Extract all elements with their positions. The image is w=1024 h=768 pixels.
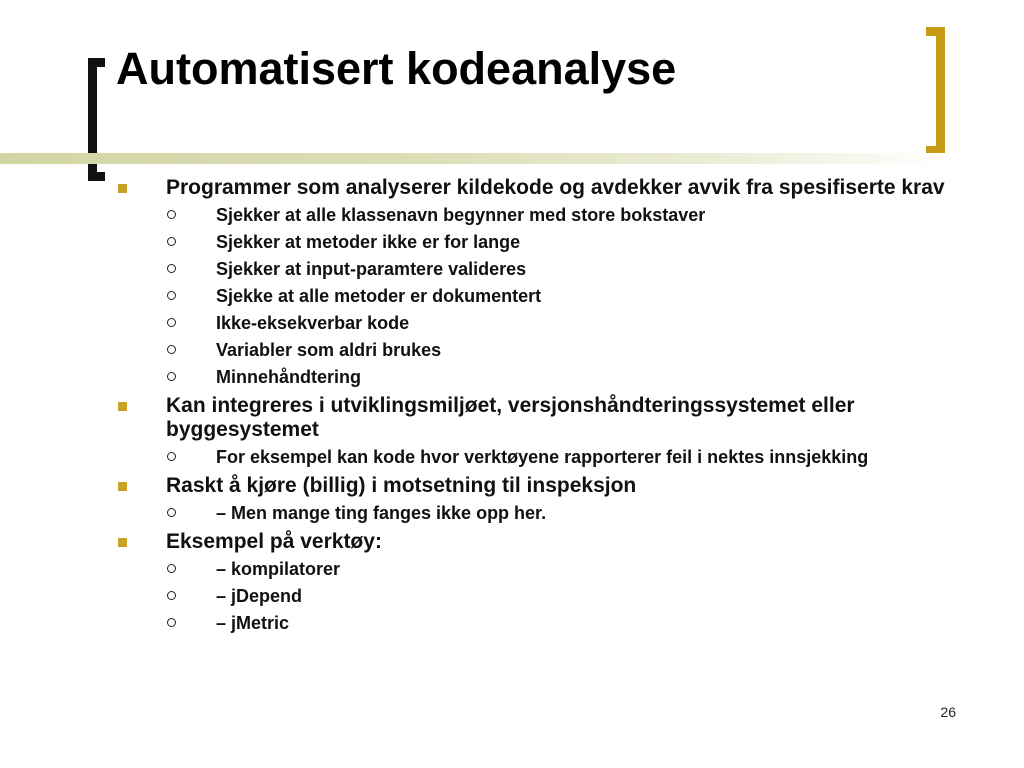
circle-bullet-icon	[167, 508, 176, 517]
sub-bullet-text: Sjekker at alle klassenavn begynner med store bokstaver	[216, 205, 706, 225]
circle-bullet-icon	[167, 291, 176, 300]
sub-bullet-item	[116, 586, 956, 607]
square-bullet-icon	[118, 538, 127, 547]
sub-bullet-text: Variabler som aldri brukes	[216, 340, 442, 360]
sub-bullet-item	[116, 259, 956, 280]
square-bullet-icon	[118, 482, 127, 491]
bullet-text: Kan integreres i utviklingsmiljøet, versjonshåndteringssystemet eller byggesystemet	[166, 394, 855, 441]
bullet-item	[116, 474, 956, 498]
sub-bullet-text: – Men mange ting fanges ikke opp her.	[216, 503, 547, 523]
sub-bullet-item	[116, 286, 956, 307]
circle-bullet-icon	[167, 264, 176, 273]
sub-bullet-text: Minnehåndtering	[216, 367, 361, 387]
circle-bullet-icon	[167, 618, 176, 627]
sub-bullet-text: – jDepend	[216, 586, 303, 606]
bullet-item	[116, 530, 956, 554]
sub-bullet-item	[116, 613, 956, 634]
bullet-list	[116, 176, 956, 640]
bullet-text: Eksempel på verktøy:	[166, 530, 382, 553]
sub-bullet-item	[116, 232, 956, 253]
circle-bullet-icon	[167, 210, 176, 219]
sub-bullet-text: Sjekke at alle metoder er dokumentert	[216, 286, 542, 306]
circle-bullet-icon	[167, 318, 176, 327]
sub-bullet-text: Sjekker at input-paramtere valideres	[216, 259, 527, 279]
sub-bullet-item	[116, 313, 956, 334]
circle-bullet-icon	[167, 345, 176, 354]
square-bullet-icon	[118, 184, 127, 193]
sub-bullet-item	[116, 340, 956, 361]
page-number: 26	[940, 704, 956, 720]
bullet-item	[116, 176, 956, 200]
sub-bullet-item	[116, 447, 956, 468]
slide-title: Automatisert kodeanalyse	[116, 43, 677, 94]
sub-bullet-item	[116, 559, 956, 580]
circle-bullet-icon	[167, 237, 176, 246]
sub-bullet-text: – kompilatorer	[216, 559, 341, 579]
square-bullet-icon	[118, 402, 127, 411]
sub-bullet-text: For eksempel kan kode hvor verktøyene rapporterer feil i nektes innsjekking	[216, 447, 869, 467]
circle-bullet-icon	[167, 452, 176, 461]
circle-bullet-icon	[167, 591, 176, 600]
sub-bullet-text: – jMetric	[216, 613, 290, 633]
bullet-item	[116, 394, 956, 442]
sub-bullet-item	[116, 367, 956, 388]
circle-bullet-icon	[167, 372, 176, 381]
right-bracket-decoration	[926, 27, 945, 155]
sub-bullet-text: Ikke-eksekverbar kode	[216, 313, 410, 333]
sub-bullet-item	[116, 205, 956, 226]
bullet-text: Raskt å kjøre (billig) i motsetning til inspeksjon	[166, 474, 637, 497]
sub-bullet-item	[116, 503, 956, 524]
sub-bullet-text: Sjekker at metoder ikke er for lange	[216, 232, 521, 252]
title-underline-band	[0, 153, 945, 164]
bullet-text: Programmer som analyserer kildekode og avdekker avvik fra spesifiserte krav	[166, 176, 945, 199]
circle-bullet-icon	[167, 564, 176, 573]
